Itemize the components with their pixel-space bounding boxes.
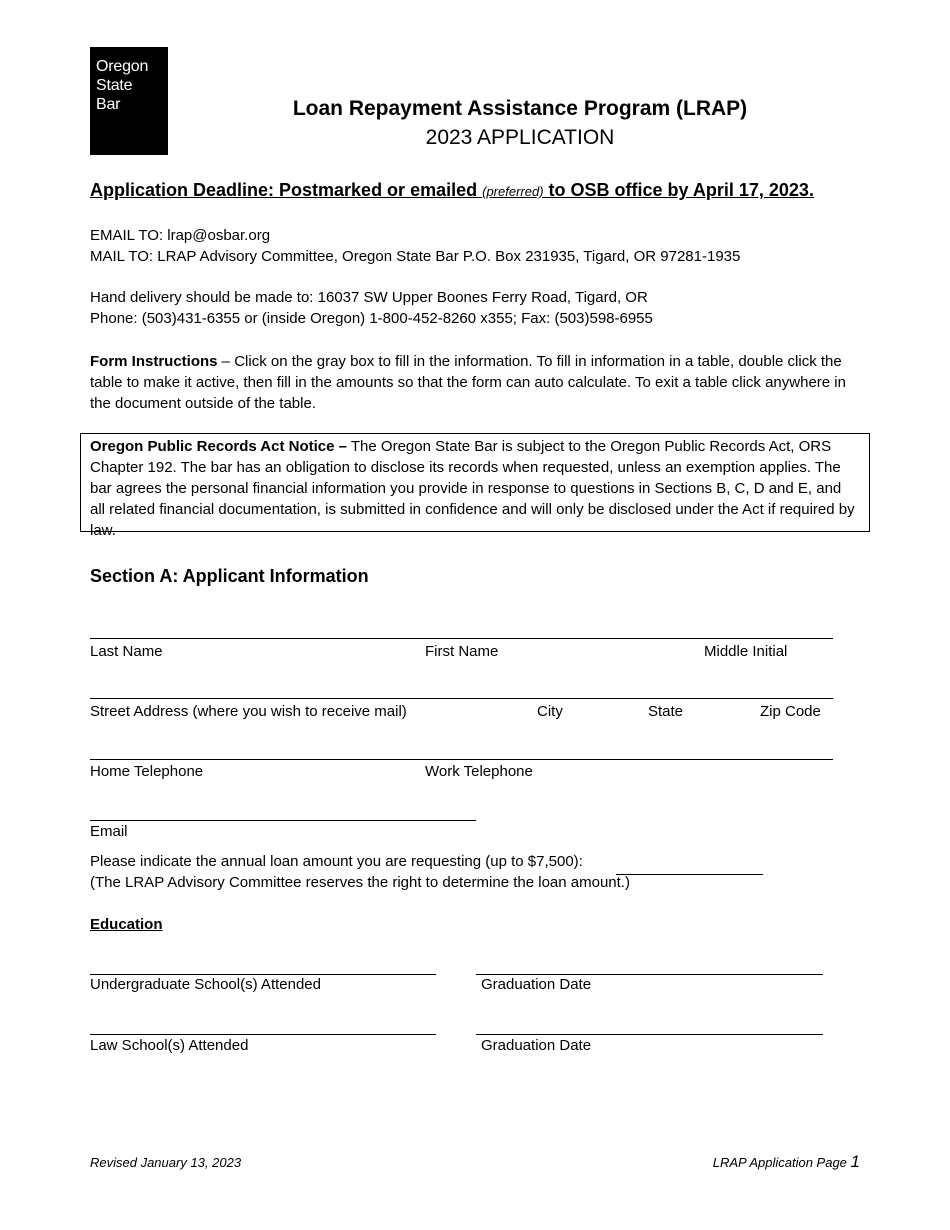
law-school-label: Law School(s) Attended <box>90 1037 249 1054</box>
phone-line: Phone: (503)431-6355 or (inside Oregon) 1-800-452-8260 x355; Fax: (503)598-6955 <box>90 310 653 327</box>
email-to-label: EMAIL TO: <box>90 227 168 244</box>
street-address-label: Street Address (where you wish to receive mail) <box>90 703 407 720</box>
form-instructions-text: – Click on the gray box to fill in the information. To fill in information in a table, double click the table to make it active, then fill in the amounts so that the form can auto calculate. To exit a table click anywhere in the document outside of the table. <box>90 353 846 412</box>
middle-initial-label: Middle Initial <box>704 643 788 660</box>
loan-amount-input-line[interactable] <box>616 874 763 875</box>
loan-amount-note: (The LRAP Advisory Committee reserves the right to determine the loan amount.) <box>90 874 630 891</box>
address-input-line[interactable] <box>90 698 833 699</box>
hand-delivery-line: Hand delivery should be made to: 16037 SW Upper Boones Ferry Road, Tigard, OR <box>90 289 648 306</box>
logo-line-3: Bar <box>96 96 121 113</box>
logo-line-2: State <box>96 77 133 94</box>
law-school-input-line[interactable] <box>90 1034 436 1035</box>
oregon-state-bar-logo <box>90 47 168 155</box>
email-to-line <box>90 227 270 244</box>
last-name-label: Last Name <box>90 643 163 660</box>
deadline-part-1: Application Deadline: Postmarked or emailed <box>90 180 483 200</box>
zip-code-label: Zip Code <box>760 703 821 720</box>
revised-date: Revised January 13, 2023 <box>90 1155 242 1170</box>
email-label: Email <box>90 823 128 840</box>
application-deadline <box>90 180 814 201</box>
section-a-title: Section A: Applicant Information <box>90 566 369 586</box>
public-records-notice-text: The Oregon State Bar is subject to the Oregon Public Records Act, ORS Chapter 192. The bar has an obligation to disclose its records when requested, unless an exemption applies. The bar agrees the personal financial information you provide in response to questions in Sections B, C, D and E, and all related financial documentation, is submitted in confidence and will only be disclosed under the Act if required by law. <box>90 438 855 539</box>
home-telephone-label: Home Telephone <box>90 763 204 780</box>
page-number: 1 <box>850 1152 860 1171</box>
deadline-preferred: (preferred) <box>482 184 544 199</box>
first-name-label: First Name <box>425 643 499 660</box>
undergrad-school-label: Undergraduate School(s) Attended <box>90 976 321 993</box>
law-date-input-line[interactable] <box>476 1034 823 1035</box>
mail-to-line: MAIL TO: LRAP Advisory Committee, Oregon State Bar P.O. Box 231935, Tigard, OR 97281-1935 <box>90 248 741 265</box>
city-label: City <box>537 703 563 720</box>
email-input-line[interactable] <box>90 820 476 821</box>
work-telephone-label: Work Telephone <box>425 763 533 780</box>
education-title: Education <box>90 916 163 933</box>
loan-request-label: Please indicate the annual loan amount you are requesting (up to $7,500): <box>90 853 583 870</box>
form-instructions-label: Form Instructions <box>90 353 218 370</box>
telephone-input-line[interactable] <box>90 759 833 760</box>
form-instructions <box>90 351 870 414</box>
public-records-notice <box>80 433 870 539</box>
page-subtitle: 2023 APPLICATION <box>425 126 615 149</box>
public-records-notice-label: Oregon Public Records Act Notice – <box>90 438 347 455</box>
law-date-label: Graduation Date <box>481 1037 592 1054</box>
page-footer <box>713 1152 860 1172</box>
logo-line-1: Oregon <box>96 58 149 75</box>
page-footer-label: LRAP Application Page <box>712 1155 851 1170</box>
page-title: Loan Repayment Assistance Program (LRAP) <box>292 97 748 120</box>
undergrad-date-input-line[interactable] <box>476 974 823 975</box>
deadline-part-2: to OSB office by April 17, 2023. <box>543 180 814 200</box>
state-label: State <box>648 703 684 720</box>
undergrad-date-label: Graduation Date <box>481 976 592 993</box>
name-input-line[interactable] <box>90 638 833 639</box>
email-to-address[interactable]: lrap@osbar.org <box>167 227 271 244</box>
undergrad-school-input-line[interactable] <box>90 974 436 975</box>
